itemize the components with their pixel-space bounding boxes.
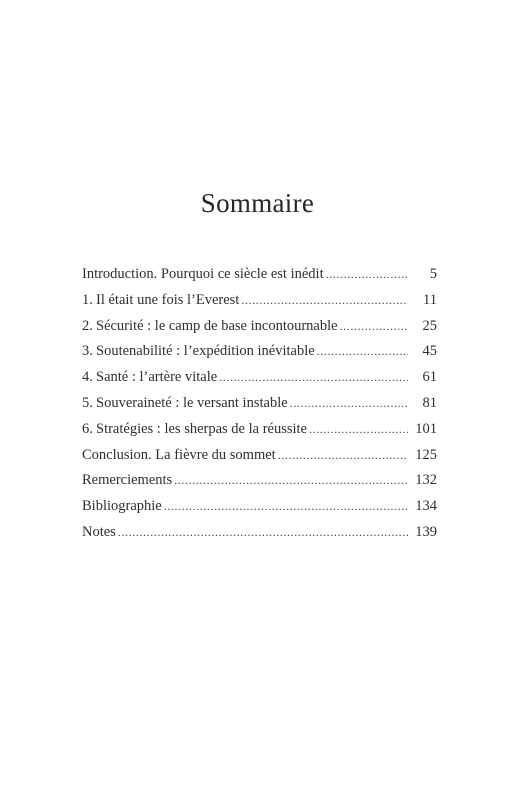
toc-dot-leader: [309, 422, 408, 437]
toc-chapter-number: 1.: [82, 291, 93, 308]
toc-page-number: 45: [422, 343, 437, 360]
page-title: Sommaire: [200, 188, 315, 218]
toc-entry-label: Santé : l’artère vitale: [96, 369, 218, 386]
toc-dot-leader: [340, 319, 408, 334]
toc-dot-leader: [290, 396, 408, 411]
toc-page-number: 61: [422, 369, 437, 386]
toc-chapter-number: 3.: [82, 343, 93, 360]
toc-dot-leader: [326, 267, 408, 282]
toc-page-number: 5: [429, 266, 437, 282]
toc-entry-remerciements: [82, 472, 437, 498]
toc-entry-label: Notes: [82, 523, 116, 540]
toc-entry-label: Sécurité : le camp de base incontournable: [96, 317, 338, 334]
toc-page-number: 134: [415, 498, 437, 515]
toc-dot-leader: [174, 473, 408, 488]
toc-page-number: 11: [423, 291, 437, 308]
toc-dot-leader: [164, 499, 408, 514]
toc-page-number: 81: [422, 394, 437, 411]
toc-dot-leader: [317, 344, 408, 359]
toc-page-number: 125: [415, 446, 437, 463]
toc-entry-label: Conclusion. La fièvre du sommet: [82, 446, 276, 463]
toc-entry-label: Il était une fois l’Everest: [96, 291, 240, 308]
toc-entry-chapter-2: [82, 318, 437, 344]
toc-chapter-number: 6.: [82, 420, 93, 437]
toc-page-number: 25: [422, 317, 437, 334]
toc-entry-label: Souveraineté : le versant instable: [96, 394, 288, 411]
toc-dot-leader: [219, 370, 408, 385]
toc-chapter-number: 2.: [82, 317, 93, 334]
table-of-contents: [82, 266, 437, 550]
toc-dot-leader: [278, 448, 408, 463]
toc-entry-notes: [82, 524, 437, 550]
toc-chapter-number: 4.: [82, 369, 93, 386]
toc-entry-bibliographie: [82, 498, 437, 524]
toc-entry-label: Remerciements: [82, 472, 173, 489]
toc-page-number: 139: [415, 523, 437, 540]
toc-dot-leader: [241, 293, 408, 308]
toc-page-number: 132: [415, 472, 437, 489]
toc-entry-chapter-6: [82, 421, 437, 447]
toc-page-number: 101: [415, 420, 437, 437]
toc-entry-label: Soutenabilité : l’expédition inévitable: [96, 343, 315, 360]
toc-entry-label: Stratégies : les sherpas de la réussite: [96, 420, 307, 437]
toc-entry-chapter-3: [82, 343, 437, 369]
toc-entry-conclusion: [82, 447, 437, 473]
toc-entry-chapter-1: [82, 292, 437, 318]
toc-entry-label: Introduction. Pourquoi ce siècle est inédit: [82, 266, 324, 282]
toc-entry-label: Bibliographie: [82, 498, 162, 515]
toc-entry-chapter-5: [82, 395, 437, 421]
toc-entry-introduction: [82, 266, 437, 292]
toc-chapter-number: 5.: [82, 394, 93, 411]
toc-dot-leader: [118, 525, 408, 540]
toc-entry-chapter-4: [82, 369, 437, 395]
